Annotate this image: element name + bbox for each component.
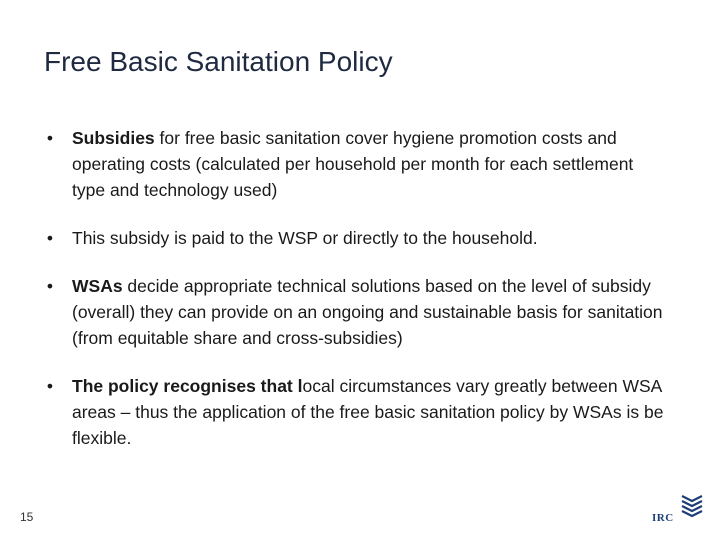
irc-logo-icon — [648, 492, 704, 530]
bullet-item — [40, 273, 670, 351]
bullet-text: decide appropriate technical solutions based on the level of subsidy (overall) they can provide on an ongoing and sustainable basis for sanitation (from equitable share and cross-subsidies) — [72, 276, 663, 348]
bullet-list — [40, 125, 670, 473]
bullet-text: for free basic sanitation cover hygiene promotion costs and operating costs (calculated per household per month for each settlement type and technology used) — [72, 128, 634, 200]
slide-title: Free Basic Sanitation Policy — [44, 46, 393, 77]
bullet-item — [40, 373, 670, 451]
bullet-item — [40, 125, 670, 203]
page-number: 15 — [20, 510, 34, 524]
bullet-bold-lead: WSAs — [72, 276, 123, 296]
bullet-item — [40, 225, 670, 251]
bullet-bold-lead: Subsidies — [72, 128, 155, 148]
bullet-text: This subsidy is paid to the WSP or directly to the household. — [72, 228, 538, 248]
logo-wordmark: IRC — [652, 512, 674, 524]
bullet-bold-lead: The policy recognises that l — [72, 376, 303, 396]
bullet-marker: • — [46, 276, 54, 296]
bullet-marker: • — [46, 376, 54, 396]
bullet-marker: • — [46, 128, 54, 148]
bullet-marker: • — [46, 228, 54, 248]
bullet-text: ocal circumstances vary greatly between WSA areas – thus the application of the free basic sanitation policy by WSAs is be flexible. — [72, 376, 664, 448]
